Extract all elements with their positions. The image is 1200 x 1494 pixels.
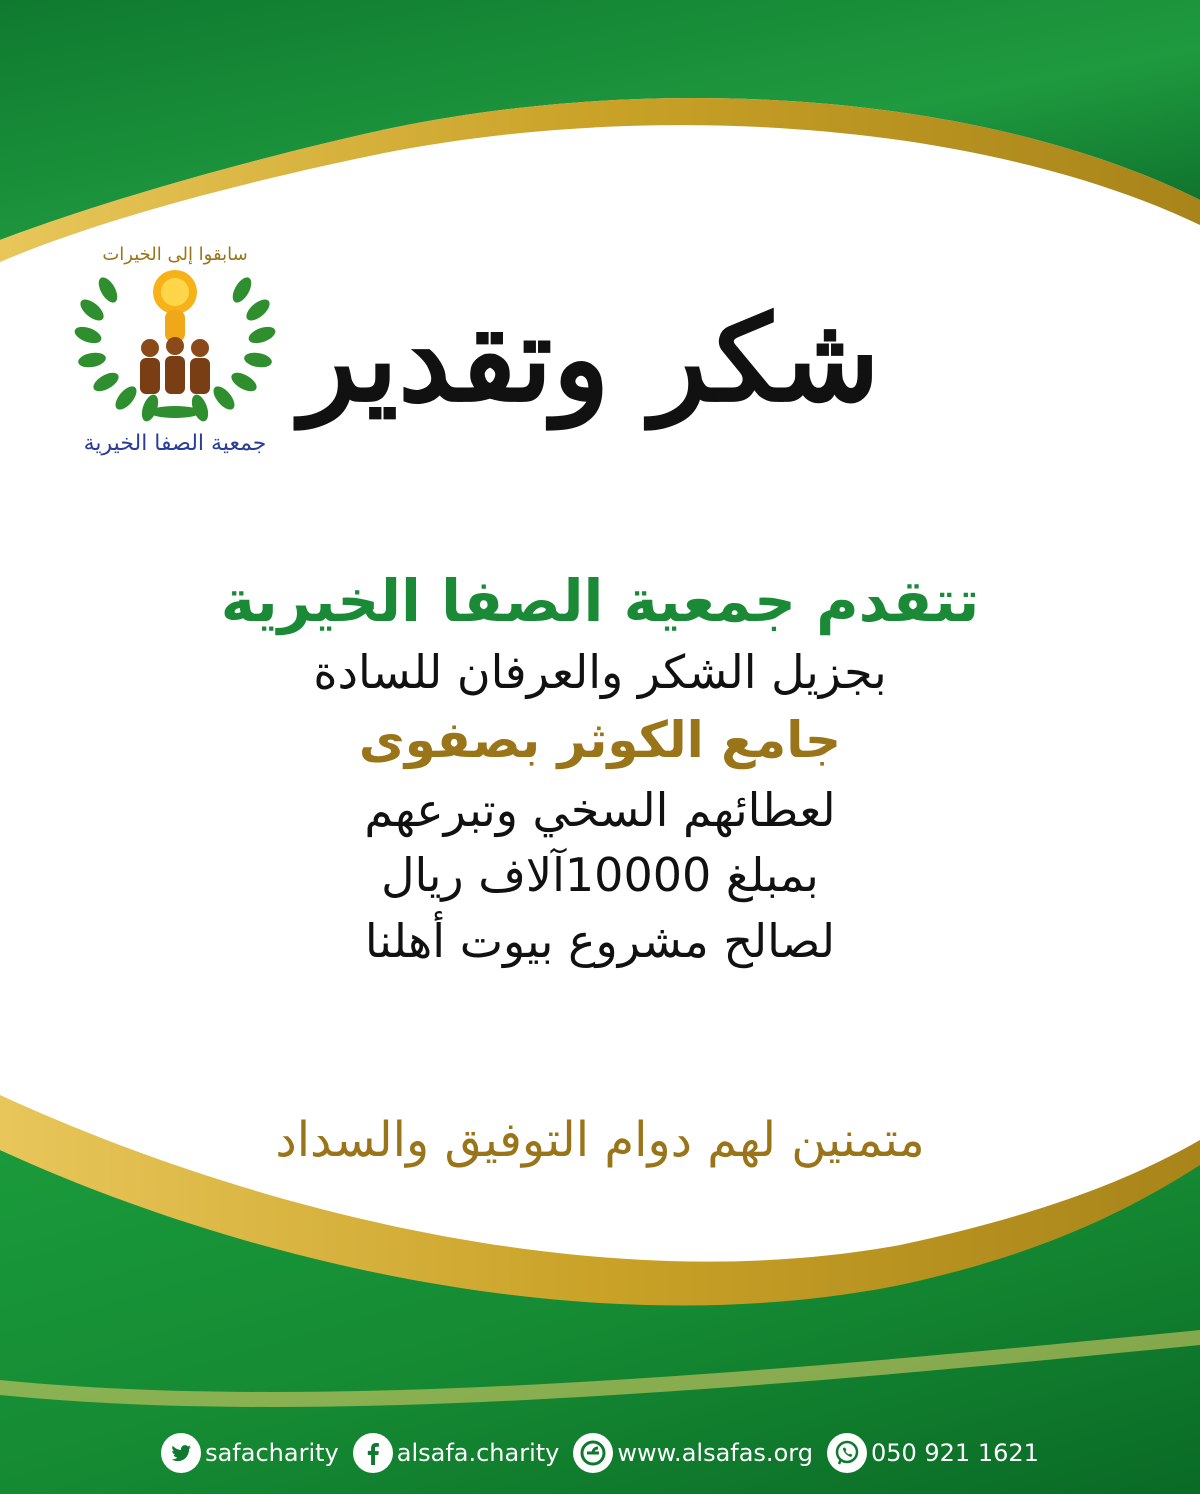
website-link[interactable] <box>573 1433 813 1473</box>
charity-emblem-icon <box>70 230 280 465</box>
facebook-link[interactable] <box>353 1433 560 1473</box>
logo-top-text: سابقوا إلى الخيرات <box>102 244 248 265</box>
contact-footer <box>0 1425 1200 1481</box>
charity-logo <box>70 230 280 465</box>
closing-wish: متمنين لهم دوام التوفيق والسداد <box>275 1112 925 1168</box>
whatsapp-icon <box>827 1433 867 1473</box>
globe-icon <box>573 1433 613 1473</box>
message-thanks-line: بجزيل الشكر والعرفان للسادة <box>313 644 887 699</box>
message-recipient-line: جامع الكوثر بصفوى <box>358 711 842 769</box>
message-project-line: لصالح مشروع بيوت أهلنا <box>364 913 836 968</box>
calligraphy-text: شكر وتقدير <box>300 289 880 428</box>
thank-you-message <box>100 565 1100 978</box>
whatsapp-number: 050 921 1621 <box>870 1439 1039 1467</box>
twitter-icon <box>161 1433 201 1473</box>
facebook-handle: alsafa.charity <box>396 1439 560 1467</box>
message-donation-line: لعطائهم السخي وتبرعهم <box>364 782 836 837</box>
facebook-icon <box>353 1433 393 1473</box>
message-amount-line: بمبلغ 10000آلاف ريال <box>381 848 819 902</box>
twitter-link[interactable] <box>161 1433 339 1473</box>
message-org-line: تتقدم جمعية الصفا الخيرية <box>220 567 980 635</box>
website-url: www.alsafas.org <box>617 1439 813 1467</box>
logo-org-name: جمعية الصفا الخيرية <box>83 431 267 456</box>
twitter-handle: safacharity <box>205 1439 339 1467</box>
whatsapp-link[interactable] <box>827 1433 1039 1473</box>
thanks-calligraphy-heading <box>300 250 880 470</box>
